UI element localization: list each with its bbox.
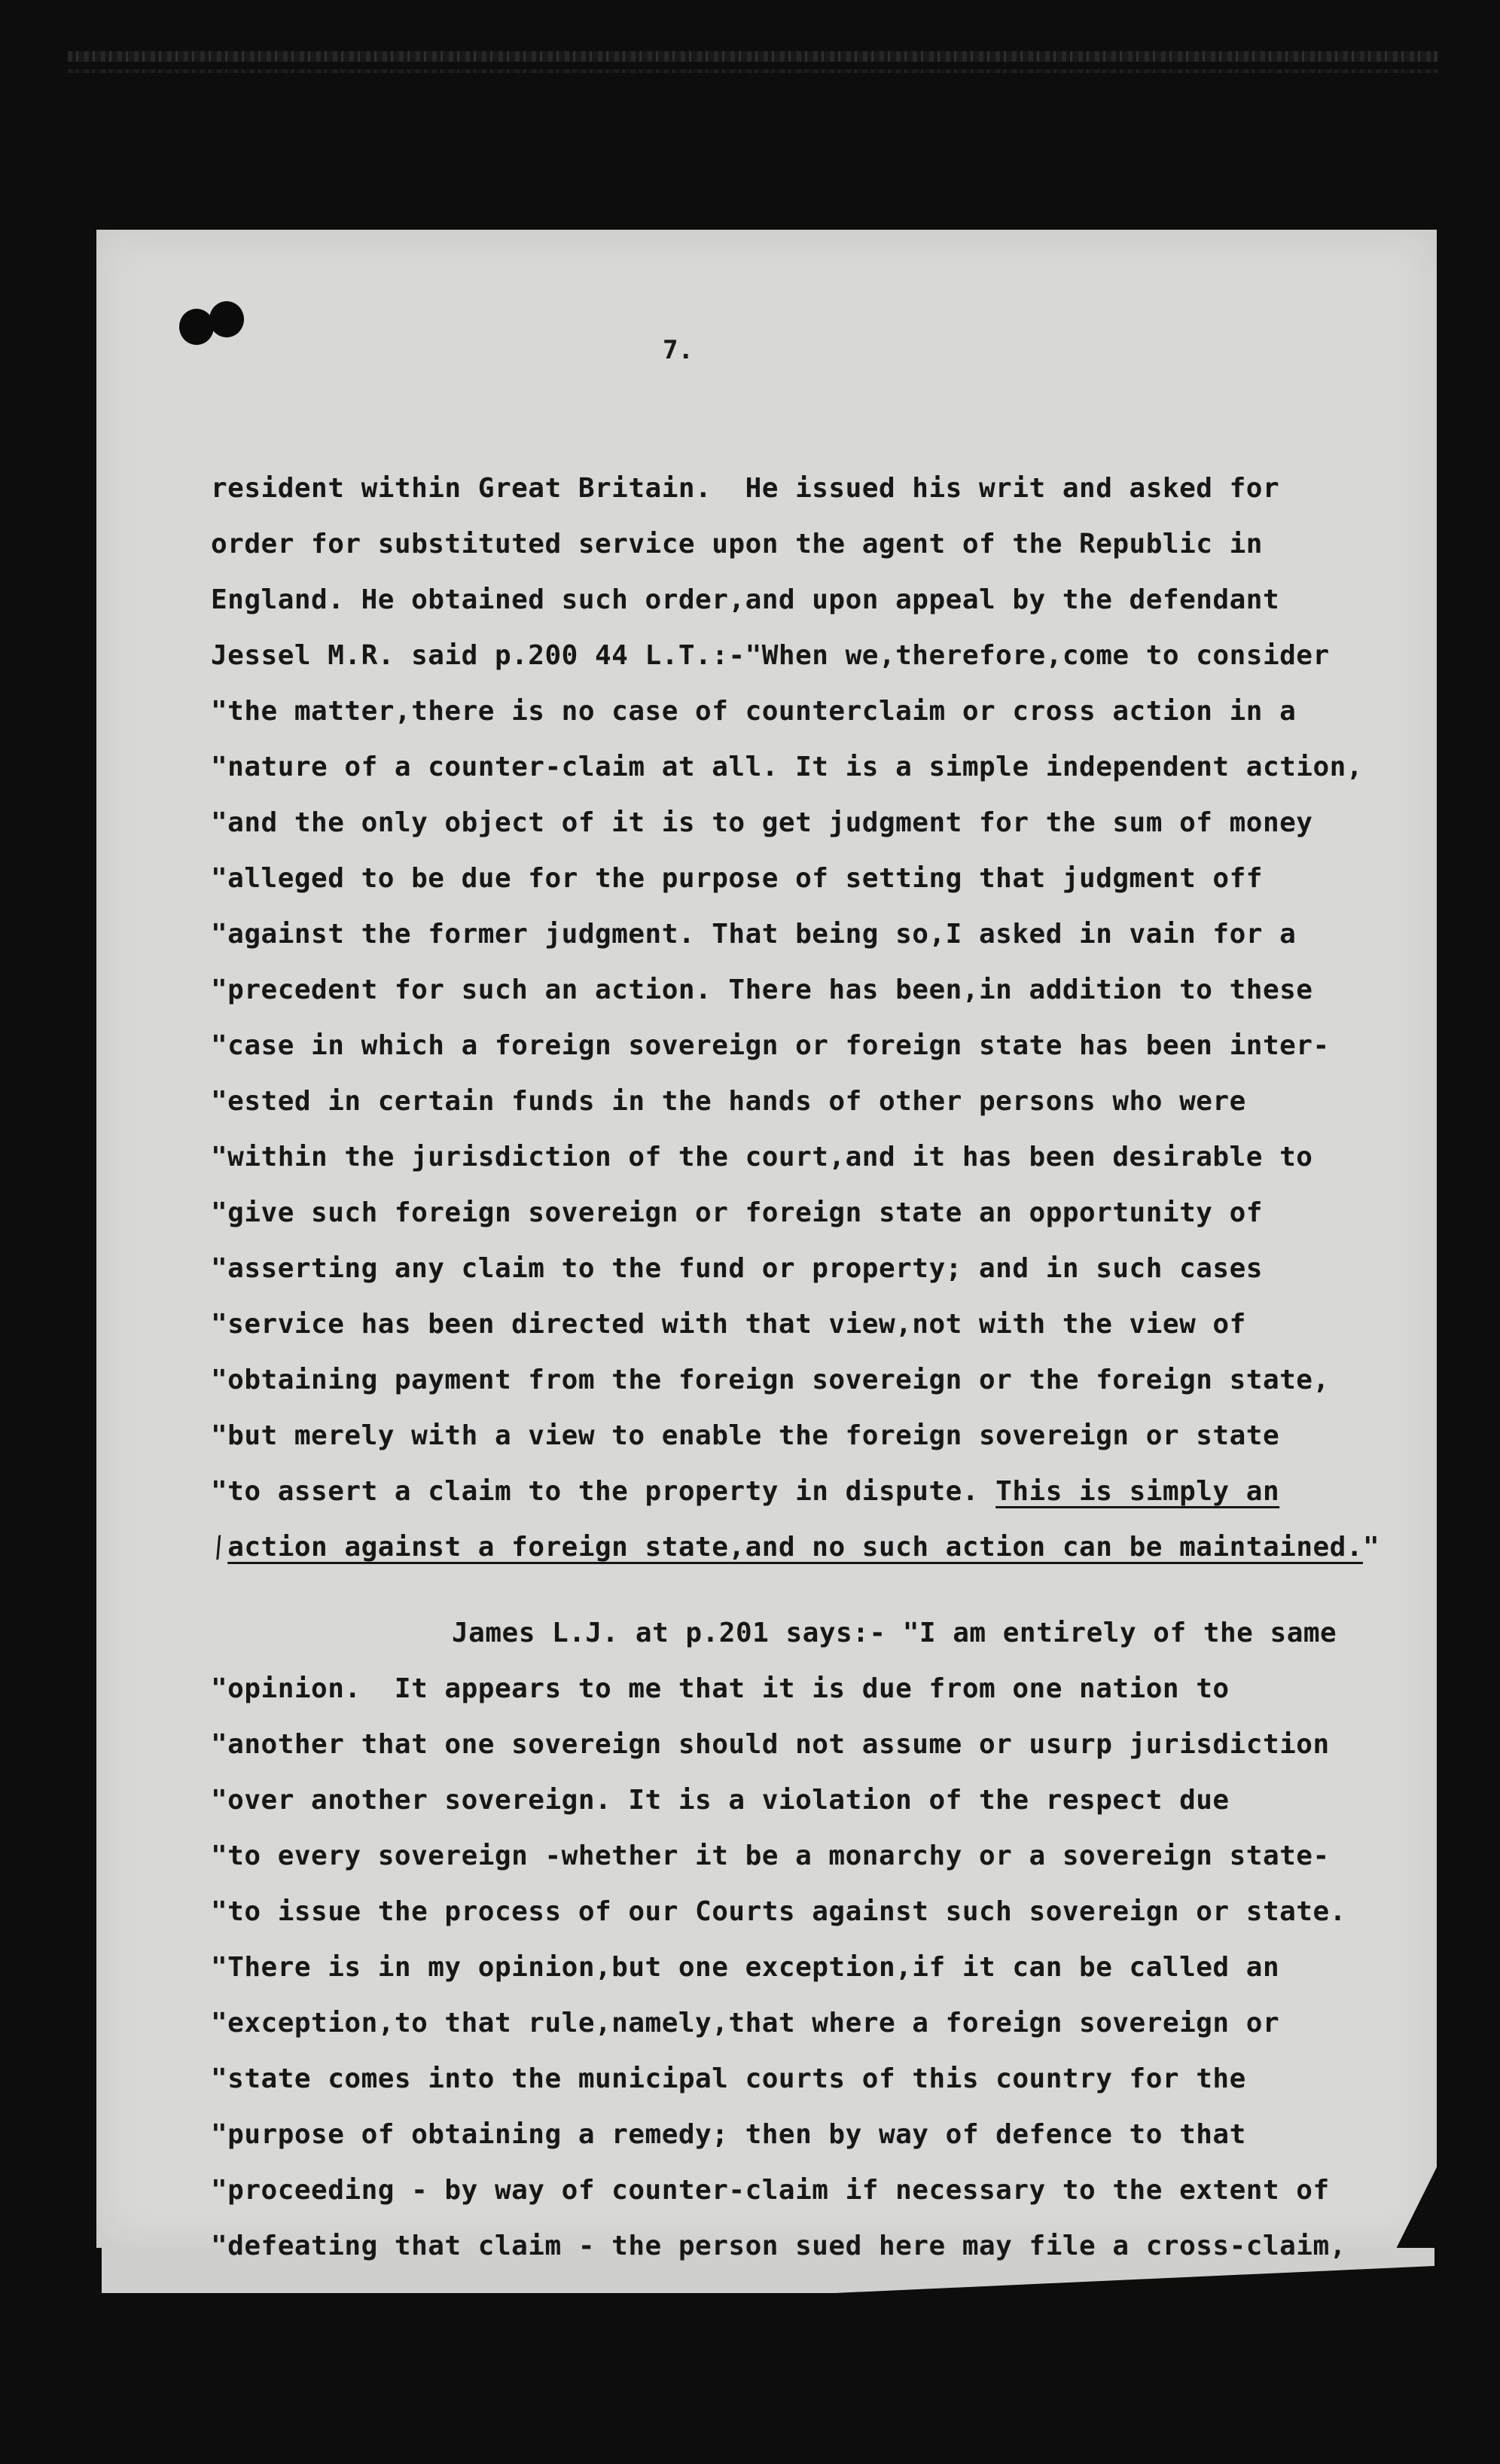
text-line: "the matter,there is no case of counterclaim or cross action in a	[211, 696, 1297, 727]
text-line: Jessel M.R. said p.200 44 L.T.:-"When we,therefore,come to consider	[211, 640, 1330, 671]
text-line: "proceeding - by way of counter-claim if necessary to the extent of	[211, 2175, 1330, 2206]
text-line: "exception,to that rule,namely,that where a foreign sovereign or	[211, 2008, 1280, 2039]
text-line: "state comes into the municipal courts of this country for the	[211, 2063, 1246, 2094]
text-line: "but merely with a view to enable the foreign sovereign or state	[211, 1420, 1280, 1451]
typed-body-text	[206, 461, 1416, 2274]
text-line: England. He obtained such order,and upon appeal by the defendant	[211, 584, 1280, 615]
scan-edge-strip-lower	[68, 69, 1438, 73]
text-line: resident within Great Britain. He issued his writ and asked for	[211, 473, 1280, 504]
text-line	[211, 1464, 1416, 1520]
text-line: "opinion. It appears to me that it is due from one nation to	[211, 1673, 1230, 1704]
paragraph-opening-line: James L.J. at p.201 says:- "I am entirely of the same	[452, 1618, 1337, 1648]
text-line: "case in which a foreign sovereign or foreign state has been inter-	[211, 1030, 1330, 1061]
text-line: "and the only object of it is to get judgment for the sum of money	[211, 807, 1313, 838]
underlined-text: This is simply an	[995, 1476, 1280, 1507]
text-line	[206, 1520, 1416, 1575]
closing-quote: "	[1363, 1532, 1380, 1563]
underlined-text: action against a foreign state,and no such action can be maintained.	[227, 1532, 1364, 1563]
punch-hole-icon	[209, 301, 244, 337]
punch-hole-icon	[179, 309, 214, 345]
text-line: "over another sovereign. It is a violation of the respect due	[211, 1785, 1230, 1816]
text-line: "asserting any claim to the fund or property; and in such cases	[211, 1253, 1263, 1284]
text-line: "There is in my opinion,but one exception,if it can be called an	[211, 1952, 1280, 1983]
scan-edge-strip	[68, 51, 1438, 62]
text-segment: "to assert a claim to the property in dispute.	[211, 1476, 996, 1507]
text-line: "to every sovereign -whether it be a monarchy or a sovereign state-	[211, 1840, 1330, 1871]
text-line: "nature of a counter-claim at all. It is a simple independent action,	[211, 752, 1363, 782]
text-line: "within the jurisdiction of the court,and it has been desirable to	[211, 1142, 1313, 1173]
text-line: "purpose of obtaining a remedy; then by way of defence to that	[211, 2119, 1246, 2150]
text-line: "to issue the process of our Courts against such sovereign or state.	[211, 1896, 1346, 1927]
text-line: "service has been directed with that view,not with the view of	[211, 1309, 1246, 1340]
text-line: "precedent for such an action. There has been,in addition to these	[211, 974, 1313, 1005]
page-number: 7.	[663, 335, 694, 365]
text-line: "give such foreign sovereign or foreign state an opportunity of	[211, 1197, 1263, 1228]
text-line: "alleged to be due for the purpose of setting that judgment off	[211, 863, 1263, 894]
text-line: "against the former judgment. That being so,I asked in vain for a	[211, 919, 1297, 950]
text-line: "another that one sovereign should not assume or usurp jurisdiction	[211, 1729, 1330, 1760]
text-line: order for substituted service upon the agent of the Republic in	[211, 529, 1263, 560]
text-line: "ested in certain funds in the hands of other persons who were	[211, 1086, 1246, 1117]
text-line: "defeating that claim - the person sued here may file a cross-claim,	[211, 2231, 1346, 2261]
handwritten-mark: /	[206, 1529, 233, 1565]
punch-holes	[179, 301, 255, 346]
text-line: "obtaining payment from the foreign sovereign or the foreign state,	[211, 1365, 1330, 1395]
